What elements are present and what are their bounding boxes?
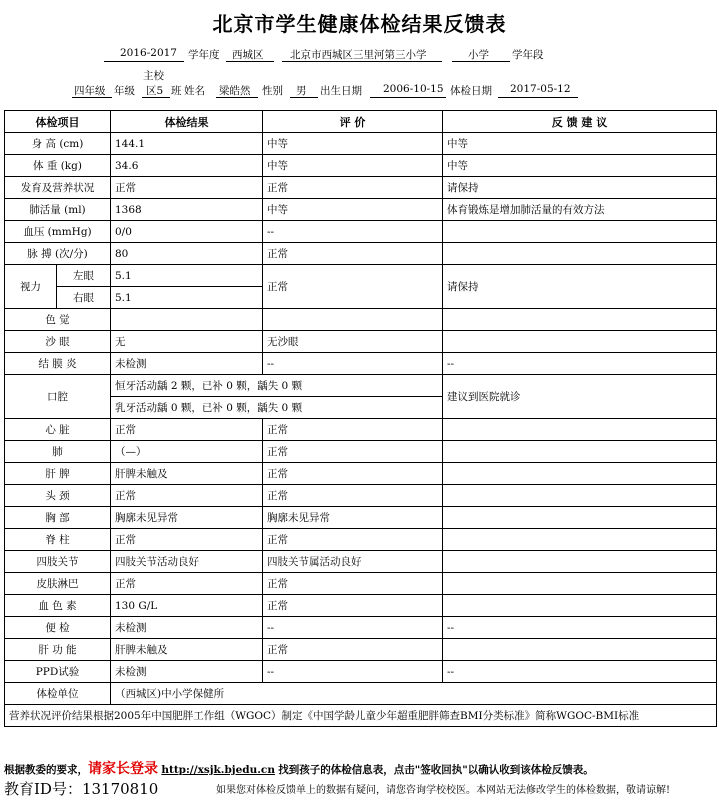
student-name: 梁皓然 <box>219 85 251 97</box>
page-title: 北京市学生健康体检结果反馈表 <box>212 12 507 36</box>
header-item: 体检项目 <box>5 111 111 133</box>
class-value: 区5 <box>146 85 164 97</box>
table-row-note <box>5 705 717 727</box>
table-row-unit <box>5 683 717 705</box>
grade: 四年级 <box>74 85 106 97</box>
exam-date: 2017-05-12 <box>510 83 571 95</box>
unit-value: （西城区)中小学保健所 <box>111 683 717 705</box>
oral-line-1: 恒牙活动龋 2 颗，已补 0 颗，龋失 0 颗 <box>111 375 443 397</box>
table-header <box>5 111 717 133</box>
table-row: 肺活量 (ml) 1368 中等 体育锻炼是增加肺活量的有效方法 <box>5 199 717 221</box>
footer-intro: 根据教委的要求， <box>4 764 88 776</box>
parent-login-text: 请家长登录 <box>88 761 158 777</box>
table-row: 身 高 (cm) 144.1 中等 中等 <box>5 133 717 155</box>
nutrition-note: 营养状况评价结果根据2005年中国肥胖工作组（WGOC）制定《中国学龄儿童少年超重肥胖筛查BMI分类标准》简称WGOC-BMI标准 <box>5 705 717 727</box>
class-label: 班 <box>171 85 182 97</box>
school-name: 北京市西城区三里河第三小学 <box>290 49 427 61</box>
school-type: 小学 <box>468 49 489 61</box>
campus: 主校 <box>143 70 164 82</box>
gender-label: 性别 <box>262 85 283 97</box>
table-row-oral-1 <box>5 375 717 397</box>
grade-label: 年级 <box>114 85 135 97</box>
table-row: 血压 (mmHg) 0/0 -- <box>5 221 717 243</box>
oral-line-2: 乳牙活动龋 0 颗，已补 0 颗，龋失 0 颗 <box>111 397 443 419</box>
table-row: 便 检 未检测 -- -- <box>5 617 717 639</box>
name-label: 姓名 <box>184 85 205 97</box>
exam-date-label: 体检日期 <box>450 85 492 97</box>
table-row: PPD试验 未检测 -- -- <box>5 661 717 683</box>
vision-advice: 请保持 <box>443 265 717 309</box>
table-row: 脉 搏 (次/分) 80 正常 <box>5 243 717 265</box>
table-row-vision-left <box>5 265 717 287</box>
gender: 男 <box>296 85 307 97</box>
footer-instruction: 找到孩子的体检信息表，点击"签收回执"以确认收到该体检反馈表。 <box>278 764 594 776</box>
vision-eval: 正常 <box>263 265 443 309</box>
education-id-label: 教育ID号： <box>4 780 82 798</box>
table-row: 四肢关节 四肢关节活动良好 四肢关节属活动良好 <box>5 551 717 573</box>
header-eval: 评 价 <box>263 111 443 133</box>
oral-label: 口腔 <box>5 375 111 419</box>
school-year-label: 学年度 <box>188 49 220 61</box>
vision-label: 视力 <box>5 265 57 309</box>
table-row: 色 觉 <box>5 309 717 331</box>
vision-left-value: 5.1 <box>111 265 263 287</box>
results-table <box>4 110 717 727</box>
table-row: 头 颈 正常 正常 <box>5 485 717 507</box>
unit-label: 体检单位 <box>5 683 111 705</box>
footer-disclaimer: 如果您对体检反馈单上的数据有疑问，请您咨询学校校医。本网站无法修改学生的体检数据，敬请谅解! <box>216 785 671 796</box>
table-row: 心 脏 正常 正常 <box>5 419 717 441</box>
vision-right-label: 右眼 <box>57 287 111 309</box>
table-row: 血 色 素 130 G/L 正常 <box>5 595 717 617</box>
birth-label: 出生日期 <box>320 85 362 97</box>
birth-date: 2006-10-15 <box>383 83 444 95</box>
table-row: 结 膜 炎 未检测 -- -- <box>5 353 717 375</box>
table-row: 体 重 (kg) 34.6 中等 中等 <box>5 155 717 177</box>
vision-left-label: 左眼 <box>57 265 111 287</box>
header-advice: 反 馈 建 议 <box>443 111 717 133</box>
table-row: 皮肤淋巴 正常 正常 <box>5 573 717 595</box>
vision-right-value: 5.1 <box>111 287 263 309</box>
school-type-label: 学年段 <box>512 49 544 61</box>
table-row: 肝 脾 肝脾未触及 正常 <box>5 463 717 485</box>
table-row: 肺 （—） 正常 <box>5 441 717 463</box>
education-id-value: 13170810 <box>81 780 159 798</box>
table-row: 发育及营养状况 正常 正常 请保持 <box>5 177 717 199</box>
oral-advice: 建议到医院就诊 <box>443 375 717 419</box>
table-row: 脊 柱 正常 正常 <box>5 529 717 551</box>
footer-line-1 <box>4 758 594 778</box>
table-row: 沙 眼 无 无沙眼 <box>5 331 717 353</box>
login-link[interactable]: http://xsjk.bjedu.cn <box>161 764 275 776</box>
header-result: 体检结果 <box>111 111 263 133</box>
table-row: 胸 部 胸廓未见异常 胸廓未见异常 <box>5 507 717 529</box>
table-row: 肝 功 能 肝脾未触及 正常 <box>5 639 717 661</box>
district: 西城区 <box>232 49 264 61</box>
footer-line-2 <box>4 778 158 799</box>
school-year: 2016-2017 <box>120 47 177 59</box>
